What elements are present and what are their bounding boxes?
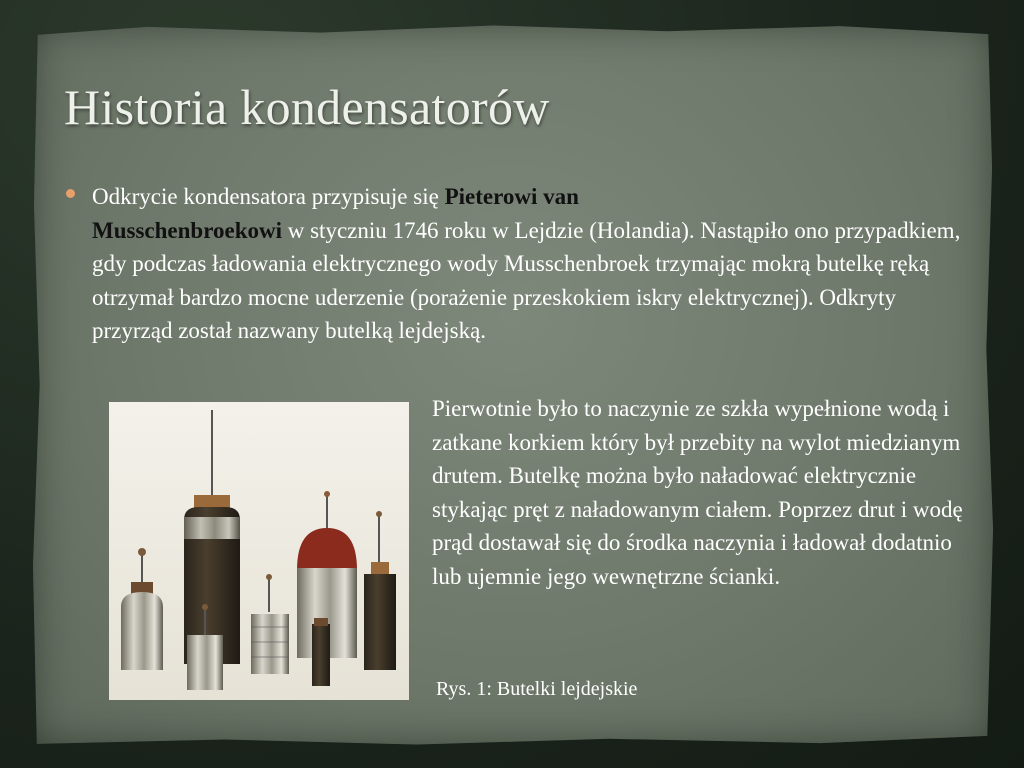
side-paragraph: Pierwotnie było to naczynie ze szkła wypełnione wodą i zatkane korkiem który był przebity na wylot miedzianym drutem. Butelkę można było naładować elektrycznie stykając pręt z naładowanym ciałem. Poprzez drut i wodę prąd dostawał się do środka naczynia i ładował dodatnio lub ujemnie jego wewnętrzne ścianki. [432,396,963,589]
bullet-bold-name-1: Pieterowi van [444,184,579,209]
bullet-text-after: w styczniu 1746 roku w Lejdzie (Holandia). Nastąpiło ono przypadkiem, gdy podczas ładowania elektrycznego wody Musschenbroek trzymając mokrą butelkę ręką otrzymał bardzo mocne uderzenie (porażenie przeskokiem iskry elektrycznej). Odkryty przyrząd został nazwany butelką lejdejską. [92,217,961,344]
bullet-bold-name-2: Musschenbroekowi [92,217,282,243]
bullet-icon [66,189,75,198]
leyden-jars-image [109,402,409,700]
figure-caption: Rys. 1: Butelki lejdejskie [436,678,638,700]
slide-title: Historia kondensatorów [64,79,550,135]
bullet-text-before: Odkrycie kondensatora przypisuje się [92,184,445,209]
bullet-paragraph [92,180,972,348]
